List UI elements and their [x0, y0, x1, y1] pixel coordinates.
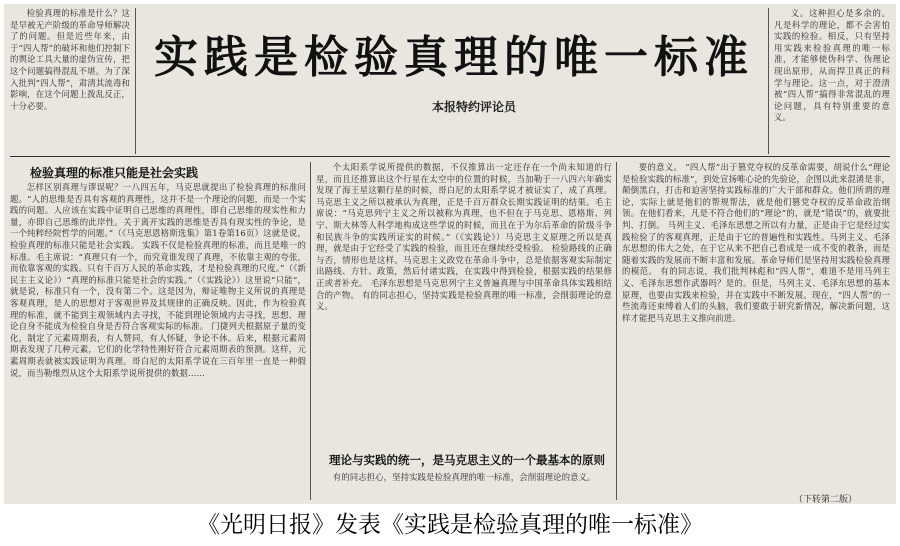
right-body-text: 要的意义。 “四人帮”出于篡党夺权的反革命需要，胡说什么“理论是检验实践的标准”，到处宣扬唯心论的先验论，企图以此来混淆是非，颠倒黑白，打击和迫害坚持实践标准的广大干部和群众。他们所谓的理论，实际上就是他们的帮规帮法，就是他们篡党夺权的反革命政治纲领。在他们看来，凡是不符合他们的“理论”的，就是“错误”的，就要批判、打倒。 马列主义、毛泽东思想之所以有力量，正是由于它是经过实践检验了的客观真理，正是由于它的普遍性和实践性。马列主义、毛泽东思想的伟大之处，在于它从来不把自己看成是一成不变的教条，而是随着实践的发展而不断丰富和发展。革命导师们是坚持用实践检验真理的模范。 有的同志说，我们批判林彪和“四人帮”，难道不是用马列主义、毛泽东思想作武器吗？是的。但是，马列主义、毛泽东思想的基本原理，也要由实践来检验，并在实践中不断发展。现在，“四人帮”的一些流毒还束缚着人们的头脑，我们要敢于研究新情况，解决新问题，这样才能把马克思主义推向前进。: [622, 162, 890, 323]
right-body-column: [622, 162, 890, 488]
section-1-heading: 检验真理的标准只能是社会实践: [30, 166, 199, 180]
section-2-heading: 理论与实践的统一，是马克思主义的一个最基本的原则: [329, 453, 605, 467]
middle-body-text: 个太阳系学说所提供的数据，不仅推算出一定还存在一个尚未知道的行星，而且还推算出这个行星在太空中的位置的时候，当加勒于一八四六年确实发现了海王星这颗行星的时候，哥白尼的太阳系学说才被证实了，成了真理。 马克思主义之所以被承认为真理，正是千百万群众长期实践证明的结果。毛主席说：“马克思列宁主义之所以被称为真理，也不但在于马克思、恩格斯、列宁、斯大林等人科学地构成这些学说的时候，而且在于为尔后革命的阶级斗争和民族斗争的实践所证实的时候。”（《实践论》）马克思主义原理之所以是真理，就是由于它经受了实践的检验，而且还在继续经受检验。 检验路线的正确与否，情形也是这样。马克思主义政党在革命斗争中，总是依据客观实际制定出路线、方针、政策，然后付诸实践，在实践中得到检验，根据实践的结果修正或者补充。 毛泽东思想是马克思列宁主义普遍真理与中国革命具体实践相结合的产物。 有的同志担心，坚持实践是检验真理的唯一标准，会削弱理论的意义。: [316, 162, 612, 312]
top-right-column: [774, 8, 890, 154]
column-divider: [616, 162, 617, 500]
masthead-divider: [10, 156, 890, 157]
byline: 本报特约评论员: [431, 100, 516, 114]
column-divider: [768, 8, 769, 154]
top-left-column: [10, 8, 130, 154]
photo-caption: 《光明日报》发表《实践是检验真理的唯一标准》: [197, 512, 703, 538]
top-left-text: 检验真理的标准是什么？这是早被无产阶级的革命导师解决了的问题。但是近些年来，由于“四人帮”的破坏和他们控制下的舆论工具大量的虚伪宣传，把这个问题搞得混乱不堪。为了深入批判“四人帮”，肃清其流毒和影响，在这个问题上拨乱反正，十分必要。: [10, 8, 130, 111]
left-body-text: 怎样区别真理与谬误呢？一八四五年，马克思就提出了检验真理的标准问题。“人的思维是否具有客观的真理性，这并不是一个理论的问题，而是一个实践的问题。人应该在实践中证明自己思维的真理性，即自己思维的现实性和力量，亦即自己思维的此岸性。关于离开实践的思维是否具有现实性的争论，是一个纯粹经院哲学的问题。”（《马克思恩格斯选集》第1卷第16页）这就是说，检验真理的标准只能是社会实践。 实践不仅是检验真理的标准，而且是唯一的标准。毛主席说：“真理只有一个，而究竟谁发现了真理，不依靠主观的夸张，而依靠客观的实践。只有千百万人民的革命实践，才是检验真理的尺度。”（《新民主主义论》）“真理的标准只能是社会的实践。”（《实践论》）这里说“只能”，就是说，标准只有一个，没有第二个。这是因为，辩证唯物主义所说的真理是客观真理，是人的思想对于客观世界及其规律的正确反映。因此，作为检验真理的标准，就不能到主观领域内去寻找，不能到理论领域内去寻找，思想、理论自身不能成为检验自身是否符合客观实际的标准。 门捷列夫根据原子量的变化，制定了元素周期表，有人赞同，有人怀疑，争论不休。后来，根据元素周期表发现了几种元素，它们的化学特性刚好符合元素周期表的预测。这样，元素周期表就被实践证明为真理。哥白尼的太阳系学说在三百年里一直是一种假说，而当勒维烈从这个太阳系学说所提供的数据……: [10, 182, 306, 378]
newspaper-page: [4, 4, 896, 504]
middle-bottom-column: 有的同志担心，坚持实践是检验真理的唯一标准，会削弱理论的意义。: [332, 472, 596, 482]
continued-note: （下转第二版）: [794, 495, 858, 504]
headline: 实践是检验真理的唯一标准: [154, 32, 754, 83]
left-body-column: [10, 182, 306, 500]
middle-body-column: [316, 162, 612, 448]
column-divider: [135, 8, 136, 154]
column-divider: [310, 162, 311, 500]
top-right-text: 义。这种担心是多余的。凡是科学的理论，都不会害怕实践的检验。相反，只有坚持用实践来检验真理的唯一标准，才能够使伪科学、伪理论现出原形，从而捍卫真正的科学与理论。这一点，对于澄清被“四人帮”搞得非常混乱的理论问题，具有特别重要的意义。: [774, 8, 890, 123]
